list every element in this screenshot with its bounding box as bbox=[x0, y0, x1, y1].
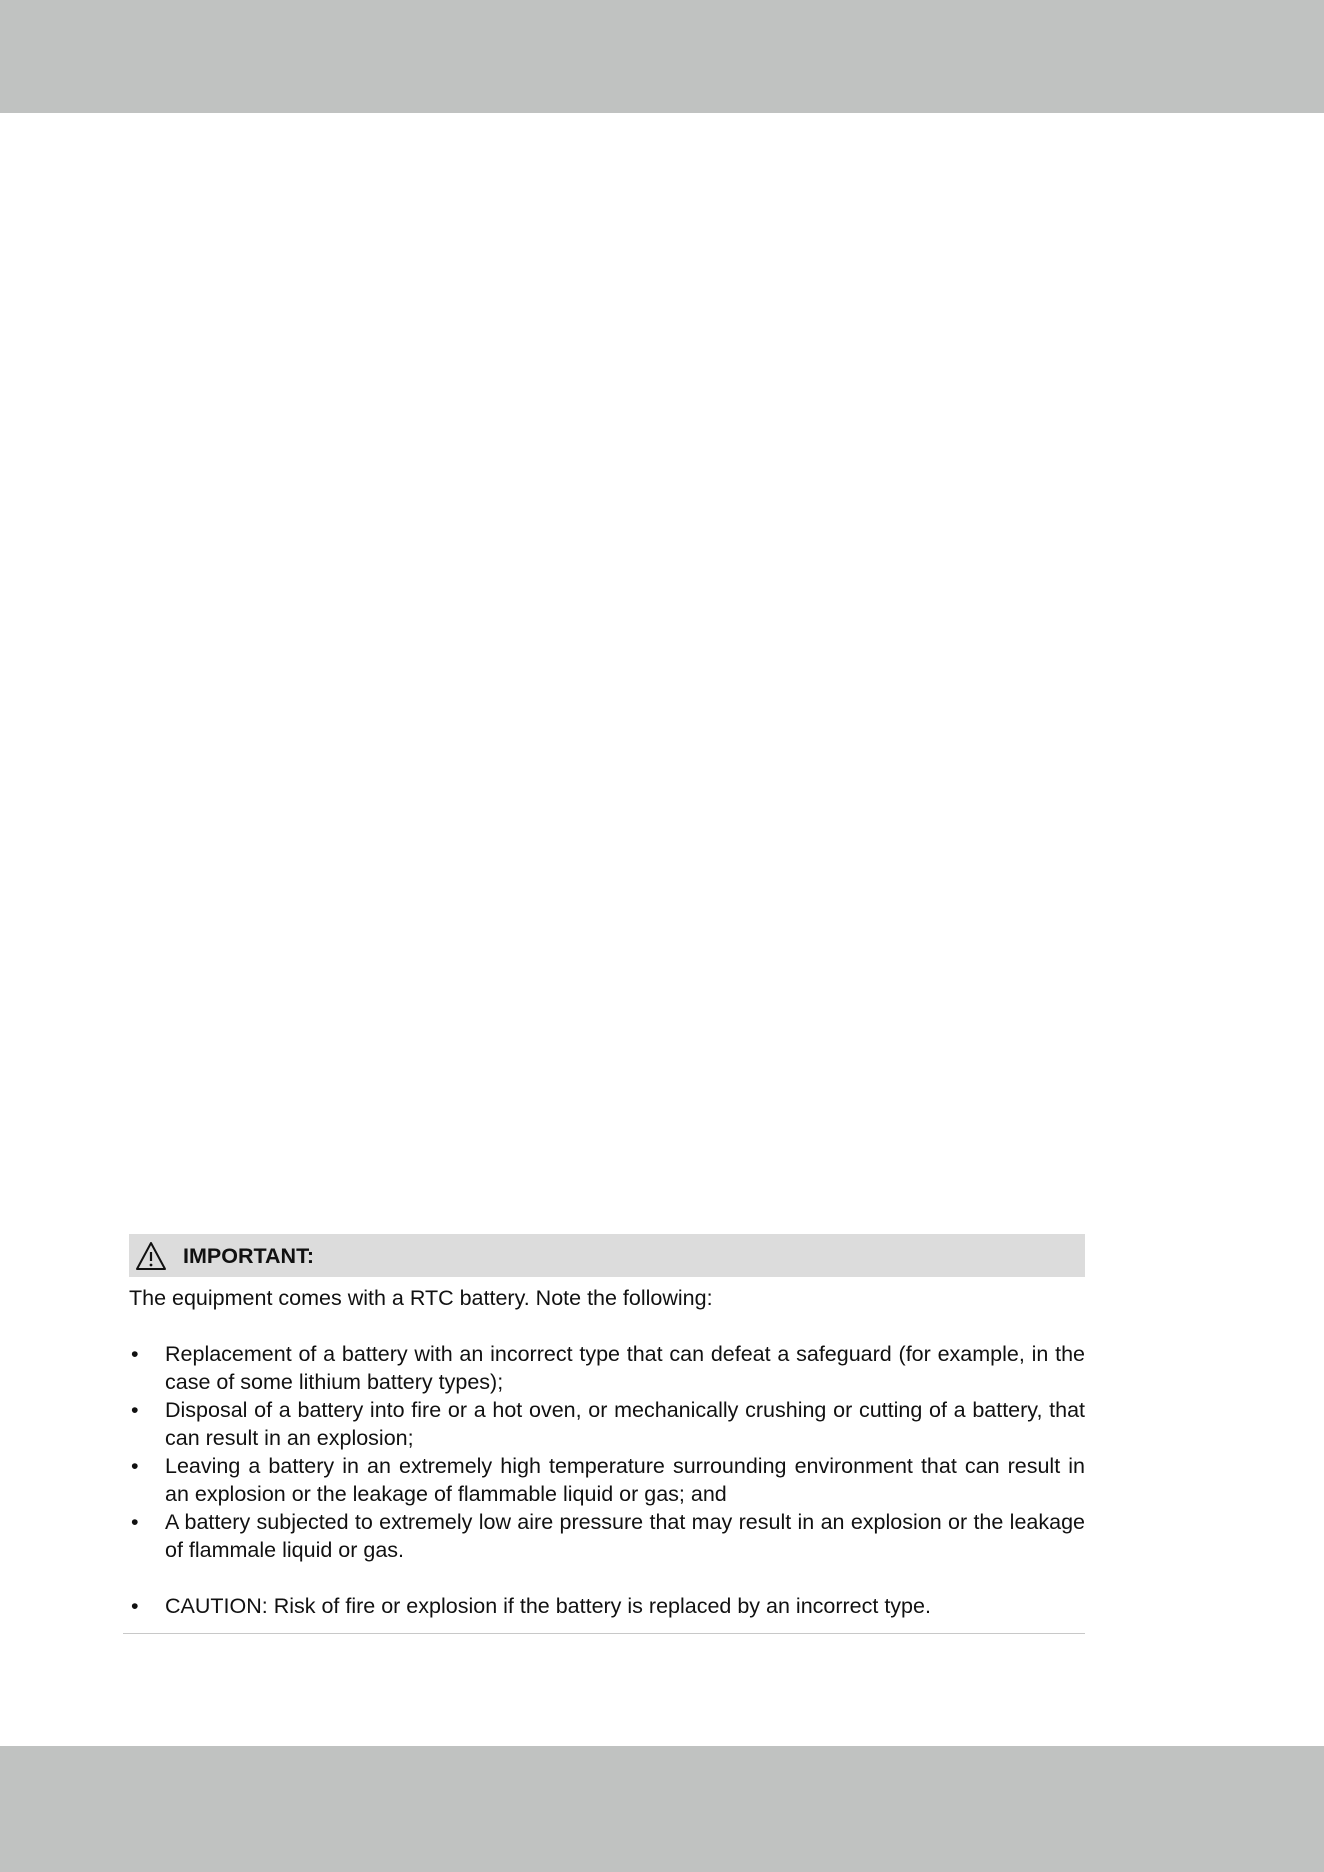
caution-item bbox=[129, 1592, 1085, 1620]
important-notice bbox=[129, 1234, 1085, 1620]
list-item-text: Disposal of a battery into fire or a hot oven, or mechanically crushing or cutting of a battery, that can result in an explosion; bbox=[165, 1398, 1085, 1450]
warning-triangle-icon bbox=[135, 1241, 167, 1271]
notice-intro: The equipment comes with a RTC battery. Note the following: bbox=[129, 1286, 713, 1310]
list-item bbox=[129, 1452, 1085, 1508]
bottom-divider bbox=[123, 1633, 1085, 1634]
bullet-list bbox=[129, 1340, 1085, 1564]
top-band bbox=[0, 0, 1324, 113]
caution-text: CAUTION: Risk of fire or explosion if the battery is replaced by an incorrect type. bbox=[165, 1594, 931, 1618]
bullet-icon: • bbox=[131, 1398, 139, 1422]
list-item-text: Leaving a battery in an extremely high temperature surrounding environment that can result in an explosion or the leakage of flammable liquid or gas; and bbox=[165, 1454, 1085, 1506]
bullet-icon: • bbox=[131, 1510, 139, 1534]
bullet-icon: • bbox=[131, 1454, 139, 1478]
notice-header bbox=[129, 1234, 1085, 1277]
list-item bbox=[129, 1508, 1085, 1564]
list-item bbox=[129, 1396, 1085, 1452]
list-item-text: A battery subjected to extremely low aire pressure that may result in an explosion or the leakage of flammale liquid or gas. bbox=[165, 1510, 1085, 1562]
list-item-text: Replacement of a battery with an incorrect type that can defeat a safeguard (for example, in the case of some lithium battery types); bbox=[165, 1342, 1085, 1394]
list-item bbox=[129, 1340, 1085, 1396]
bullet-icon: • bbox=[131, 1594, 139, 1618]
bullet-icon: • bbox=[131, 1342, 139, 1366]
bottom-band bbox=[0, 1746, 1324, 1872]
notice-title: IMPORTANT: bbox=[183, 1243, 314, 1268]
